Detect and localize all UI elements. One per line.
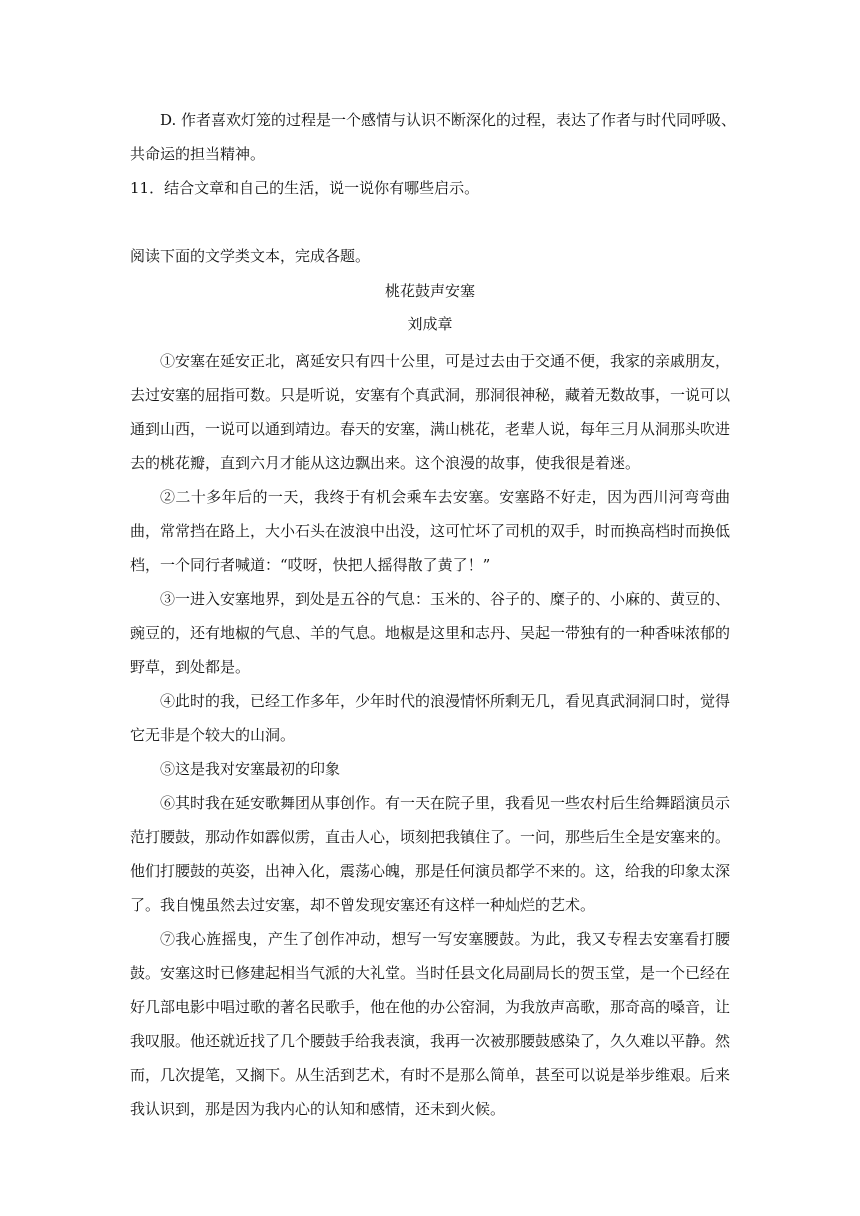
paragraph-2: ②二十多年后的一天，我终于有机会乘车去安塞。安塞路不好走，因为西川河弯弯曲曲，常常挡在路上，大小石头在波浪中出没，这可忙坏了司机的双手，时而换高档时而换低档，一个同行者喊道：“哎呀，快把人摇得散了黄了！” [130,488,731,574]
paragraph-4: ④此时的我，已经工作多年，少年时代的浪漫情怀所剩无几，看见真武洞洞口时，觉得它无非是个较大的山洞。 [130,692,731,744]
reading-instruction: 阅读下面的文学类文本，完成各题。 [130,247,371,265]
paragraph-1: ①安塞在延安正北，离延安只有四十公里，可是过去由于交通不便，我家的亲戚朋友，去过安塞的屈指可数。只是听说，安塞有个真武洞，那洞很神秘，藏着无数故事，一说可以通到山西，一说可以通到靖边。春天的安塞，满山桃花，老辈人说，每年三月从洞那头吹进去的桃花瓣，直到六月才能从这边飘出来。这个浪漫的故事，使我很是着迷。 [130,352,731,472]
paragraph-5: ⑤这是我对安塞最初的印象 [160,760,341,778]
article-author: 刘成章 [407,315,453,333]
article-title: 桃花鼓声安塞 [384,282,475,300]
paragraph-6: ⑥其时我在延安歌舞团从事创作。有一天在院子里，我看见一些农村后生给舞蹈演员示范打腰鼓，那动作如霹似雳，直击人心，顷刻把我镇住了。一问，那些后生全是安塞来的。他们打腰鼓的英姿，出神入化，震荡心魄，那是任何演员都学不来的。这，给我的印象太深了。我自愧虽然去过安塞，却不曾发现安塞还有这样一种灿烂的艺术。 [130,794,731,914]
option-d-line-1: D. 作者喜欢灯笼的过程是一个感情与认识不断深化的过程，表达了作者与时代同呼吸、 [160,111,737,129]
option-d-line-2: 共命运的担当精神。 [130,145,266,163]
question-11: 11．结合文章和自己的生活，说一说你有哪些启示。 [130,179,480,197]
paragraph-3: ③一进入安塞地界，到处是五谷的气息：玉米的、谷子的、糜子的、小麻的、黄豆的、豌豆的，还有地椒的气息、羊的气息。地椒是这里和志丹、吴起一带独有的一种香味浓郁的野草，到处都是。 [130,590,731,676]
paragraph-7: ⑦我心旌摇曳，产生了创作冲动，想写一写安塞腰鼓。为此，我又专程去安塞看打腰鼓。安塞这时已修建起相当气派的大礼堂。当时任县文化局副局长的贺玉堂，是一个已经在好几部电影中唱过歌的著名民歌手，他在他的办公窑洞，为我放声高歌，那奇高的嗓音，让我叹服。他还就近找了几个腰鼓手给我表演，我再一次被那腰鼓感染了，久久难以平静。然而，几次提笔，又搁下。从生活到艺术，有时不是那么简单，甚至可以说是举步维艰。后来我认识到，那是因为我内心的认知和感情，还未到火候。 [130,930,731,1118]
